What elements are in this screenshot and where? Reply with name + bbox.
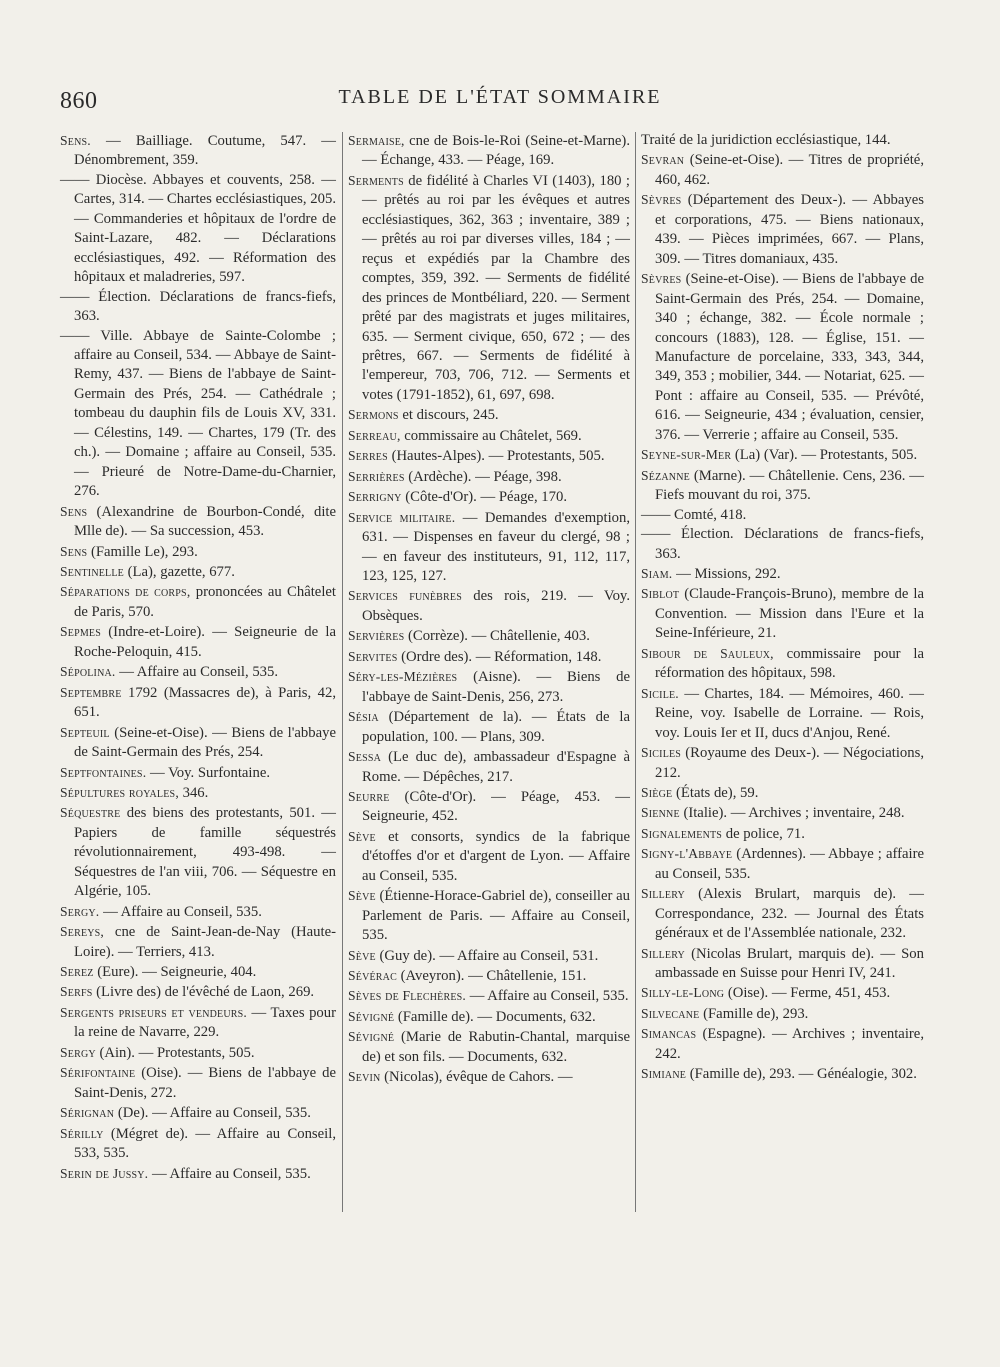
index-entry — [641, 644, 924, 684]
index-entry — [60, 622, 336, 662]
entry-text: (Aisne). — Biens de l'abbaye de Saint-Denis, 256, 273. — [362, 669, 630, 705]
entry-text: (Indre-et-Loire). — Seigneurie de la Roche-Peloquin, 415. — [74, 624, 336, 660]
entry-text: (Nicolas Brulart, marquis de). — Son ambassade en Suisse pour Henri IV, 241. — [655, 945, 924, 982]
index-entry — [641, 564, 924, 584]
index-entry — [60, 922, 336, 962]
entry-name: Serments — [348, 172, 404, 188]
entry-text: (Aveyron). — Châtellenie, 151. — [396, 968, 587, 985]
index-entry — [641, 783, 924, 803]
entry-text: —— Élection. Déclarations de francs-fiefs, 363. — [641, 526, 924, 562]
index-entry — [348, 405, 630, 425]
entry-name: Sésia — [348, 709, 379, 725]
entry-name: Sévigné — [348, 1029, 395, 1045]
entry-name: Sevran — [641, 152, 685, 168]
index-entry — [348, 827, 630, 886]
entry-text: — Affaire au Conseil, 535. — [148, 1165, 311, 1182]
index-entry — [641, 1004, 924, 1024]
entry-text: (Alexandrine de Bourbon-Condé, dite Mlle de). — Sa succession, 453. — [74, 503, 336, 540]
entry-text: (Royaume des Deux-). — Négociations, 212. — [655, 745, 924, 781]
column-divider — [342, 132, 343, 1212]
index-entry — [641, 1064, 924, 1084]
index-entry — [60, 1003, 336, 1043]
index-entry — [641, 445, 924, 465]
entry-name: Sereys, — [60, 924, 105, 940]
index-entry — [641, 506, 924, 525]
index-entry — [60, 1124, 336, 1164]
index-entry — [348, 426, 630, 446]
entry-name: Sézanne — [641, 467, 690, 483]
entry-name: Serreau, — [348, 427, 401, 443]
entry-name: Seurre — [348, 788, 390, 804]
entry-name: Sentinelle — [60, 563, 124, 579]
entry-text: (Famille de), 293. — [699, 1005, 809, 1022]
index-entry — [641, 684, 924, 743]
entry-text: 346. — [178, 784, 209, 801]
index-entry — [348, 626, 630, 646]
entry-name: Sicile. — [641, 685, 679, 701]
entry-text: (Seine-et-Oise). — Titres de propriété, 460, 462. — [655, 152, 924, 188]
index-entry — [60, 327, 336, 502]
entry-name: Sèvres — [641, 192, 682, 208]
entry-text: cne de Saint-Jean-de-Nay (Haute-Loire). — Terriers, 413. — [74, 924, 336, 960]
entry-name: Sessa — [348, 749, 382, 765]
index-entry — [60, 783, 336, 803]
entry-name: Sillery — [641, 945, 685, 961]
entry-text: (Eure). — Seigneurie, 404. — [93, 964, 257, 981]
index-entry — [641, 269, 924, 445]
entry-text: (La) (Var). — Protestants, 505. — [731, 447, 918, 464]
entry-name: Simancas — [641, 1026, 697, 1042]
entry-text: (Département de la). — États de la population, 100. — Plans, 309. — [362, 709, 630, 745]
entry-name: Séquestre — [60, 805, 121, 821]
index-entry — [348, 647, 630, 667]
index-entry — [641, 466, 924, 506]
entry-text: —— Diocèse. Abbayes et couvents, 258. — Cartes, 314. — Chartes ecclésiastiques, 205. — Commanderies et hôpitaux de l'ordre de Saint-Lazare, 482. — Déclarations ecclésiastiques, 492. — Réformation des hôpitaux et maladreries, 597. — [60, 171, 336, 286]
entry-text: (Étienne-Horace-Gabriel de), conseiller au Parlement de Paris. — Affaire au Conseil, 535. — [362, 888, 630, 944]
index-entry — [60, 962, 336, 982]
entry-text: (Côte-d'Or). — Péage, 453. — Seigneurie, 452. — [362, 788, 630, 825]
index-entry — [348, 707, 630, 747]
entry-text: — Affaire au Conseil, 535. — [466, 988, 629, 1005]
entry-text: commissaire au Châtelet, 569. — [400, 427, 582, 444]
entry-name: Sillery — [641, 886, 685, 902]
index-entry — [60, 662, 336, 682]
index-entry — [348, 446, 630, 466]
entry-text: (Mégret de). — Affaire au Conseil, 533, 535. — [74, 1125, 336, 1162]
entry-name: Simiane — [641, 1066, 687, 1082]
index-entry — [641, 190, 924, 269]
entry-text: (Famille de). — Documents, 632. — [394, 1008, 596, 1025]
index-entry — [348, 171, 630, 405]
index-entry — [60, 723, 336, 763]
entry-name: Serrières — [348, 468, 405, 484]
entry-name: Sergy — [60, 1044, 96, 1060]
index-entry — [60, 982, 336, 1002]
entry-name: Sévérac — [348, 968, 397, 984]
index-entry — [348, 1027, 630, 1067]
entry-text: 1792 (Massacres de), à Paris, 42, 651. — [74, 684, 336, 721]
entry-name: Sèves de Flechères. — [348, 988, 467, 1004]
entry-name: Sérilly — [60, 1125, 104, 1141]
entry-name: Sienne — [641, 805, 680, 821]
index-entry — [641, 884, 924, 943]
entry-name: Sevin — [348, 1069, 381, 1085]
index-entry — [60, 288, 336, 327]
index-entry — [348, 487, 630, 507]
index-entry — [60, 763, 336, 783]
index-entry — [60, 131, 336, 171]
entry-name: Siam. — [641, 565, 673, 581]
index-entry — [641, 150, 924, 190]
entry-name: Sérifontaine — [60, 1065, 136, 1081]
index-entry — [348, 508, 630, 587]
entry-text: des biens des protestants, 501. — Papiers de famille séquestrés révolutionnairement, 493-498. — Séquestres de l'an viii, 706. — Séquestre en Algérie, 105. — [74, 805, 336, 900]
entry-name: Servières — [348, 628, 405, 644]
entry-text: et discours, 245. — [398, 407, 499, 424]
entry-name: Sepmes — [60, 624, 101, 640]
index-entry — [348, 986, 630, 1006]
entry-text: des rois, 219. — Voy. Obsèques. — [362, 588, 630, 624]
entry-text: (Seine-et-Oise). — Biens de l'abbaye de Saint-Germain des Prés, 254. — [74, 724, 336, 761]
page-number: 860 — [60, 88, 98, 114]
entry-name: Septeuil — [60, 724, 110, 740]
index-entry — [348, 747, 630, 787]
index-entry — [348, 467, 630, 487]
entry-text: (Seine-et-Oise). — Biens de l'abbaye de Saint-Germain des Prés, 254. — Domaine, 340 ; échange, 382. — École normale ; concours (1883), 128. — Église, 151. — Manufacture de porcelaine, 333, 343, 344, 349, 353 ; mobilier, 344. — Notariat, 625. — Pont : affaire au Conseil, 535. — Prévôté, 616. — Seigneurie, 434 ; évaluation, censier, 376. — Verrerie ; affaire au Conseil, 535. — [655, 271, 924, 443]
entry-text: (Guy de). — Affaire au Conseil, 531. — [375, 947, 599, 964]
entry-text: — Missions, 292. — [672, 565, 781, 582]
entry-text: (Livre des) de l'évêché de Laon, 269. — [92, 984, 315, 1001]
index-entry — [348, 1007, 630, 1027]
index-entry — [641, 525, 924, 564]
index-entry — [60, 803, 336, 901]
entry-name: Sèvres — [641, 271, 682, 287]
entry-text: (Corrèze). — Châtellenie, 403. — [404, 628, 590, 645]
entry-name: Sermons — [348, 407, 399, 423]
entry-text: (La), gazette, 677. — [123, 563, 235, 580]
index-entry — [60, 1063, 336, 1103]
entry-text: (Ardèche). — Péage, 398. — [404, 468, 562, 485]
entry-name: Sibour de Sauleux, — [641, 645, 774, 661]
index-entry — [348, 131, 630, 171]
entry-text: (Le duc de), ambassadeur d'Espagne à Rome. — Dépêches, 217. — [362, 749, 630, 785]
entry-name: Sergy. — [60, 903, 100, 919]
entry-name: Sève — [348, 888, 376, 904]
entry-text: (Ardennes). — Abbaye ; affaire au Conseil, 535. — [655, 846, 924, 882]
entry-name: Servites — [348, 648, 398, 664]
index-entry — [60, 1103, 336, 1123]
index-entry — [60, 502, 336, 542]
entry-name: Séry-les-Mézières — [348, 669, 458, 685]
entry-text: (Marie de Rabutin-Chantal, marquise de) et son fils. — Documents, 632. — [362, 1029, 630, 1065]
entry-text: (Oise). — Ferme, 451, 453. — [724, 985, 891, 1002]
entry-name: Sève — [348, 947, 376, 963]
entry-text: (Famille Le), 293. — [87, 543, 198, 560]
index-entry — [60, 902, 336, 922]
entry-text: de fidélité à Charles VI (1403), 180 ; — prêtés au roi par les évêques et autres ecclésiastiques, 362, 363 ; inventaire, 389 ; — prêtés au roi par diverses villes, 184 ; — reçus et expédiés par la Chambre des comptes, 359, 392. — Serments de fidélité des princes de Montbéliard, 220. — Serment prêté par des magistrats et juges militaires, 635. — Serment civique, 650, 672 ; — des prêtres, 667. — Serments de fidélité à l'empereur, 703, 706, 712. — Serments et votes (1791-1852), 61, 697, 698. — [362, 172, 630, 403]
index-entry — [348, 667, 630, 707]
entry-name: Sergents priseurs et vendeurs. — [60, 1004, 247, 1020]
entry-name: Sérignan — [60, 1105, 115, 1121]
entry-text: (Oise). — Biens de l'abbaye de Saint-Denis, 272. — [74, 1065, 336, 1101]
index-entry — [641, 584, 924, 643]
entry-name: Serres — [348, 448, 388, 464]
entry-text: cne de Bois-le-Roi (Seine-et-Marne). — Échange, 433. — Péage, 169. — [362, 133, 630, 169]
entry-text: (Nicolas), évêque de Cahors. — — [380, 1069, 573, 1086]
entry-name: Serin de Jussy. — [60, 1165, 149, 1181]
entry-text: — Bailliage. Coutume, 547. — Dénombrement, 359. — [74, 133, 336, 169]
entry-text: (Claude-François-Bruno), membre de la Convention. — Mission dans l'Eure et la Seine-Inférieure, 21. — [655, 586, 924, 642]
index-entry — [60, 1043, 336, 1063]
entry-name: Siblot — [641, 586, 680, 602]
index-entry — [641, 131, 924, 150]
entry-text: —— Ville. Abbaye de Sainte-Colombe ; affaire au Conseil, 534. — Abbaye de Saint-Remy, 437. — Biens de l'abbaye de Saint-Germain des Prés, 254. — Cathédrale ; tombeau du dauphin fils de Louis XV, 331. — Célestins, 149. — Chartes, 179 (Tr. des ch.). — Domaine ; affaire au Conseil, 535. — Prieuré de Notre-Dame-du-Charnier, 276. — [60, 327, 336, 500]
entry-name: Sens — [60, 503, 88, 519]
index-entry — [60, 542, 336, 562]
entry-text: — Voy. Surfontaine. — [146, 764, 271, 781]
index-entry — [348, 946, 630, 966]
entry-text: — Taxes pour la reine de Navarre, 229. — [74, 1004, 337, 1041]
entry-name: Sépultures royales, — [60, 784, 179, 800]
entry-text: — Demandes d'exemption, 631. — Dispenses en faveur du clergé, 98 ; — en faveur des instituteurs, 91, 112, 117, 123, 125, 127. — [362, 509, 631, 584]
entry-text: —— Comté, 418. — [641, 506, 747, 523]
entry-name: Serez — [60, 964, 94, 980]
index-entry — [348, 787, 630, 827]
index-entry — [641, 803, 924, 823]
entry-name: Séparations de corps, — [60, 584, 191, 600]
entry-name: Silvecane — [641, 1005, 700, 1021]
index-entry — [60, 1164, 336, 1184]
entry-name: Sens — [60, 543, 88, 559]
index-entry — [60, 562, 336, 582]
index-entry — [641, 983, 924, 1003]
index-entry — [348, 1067, 630, 1087]
index-entry — [60, 582, 336, 622]
entry-name: Silly-le-Long — [641, 985, 725, 1001]
entry-name: Sève — [348, 828, 376, 844]
entry-name: Sévigné — [348, 1008, 395, 1024]
index-entry — [641, 944, 924, 984]
entry-text: (Italie). — Archives ; inventaire, 248. — [679, 805, 905, 822]
entry-name: Septembre — [60, 684, 122, 700]
entry-text: (Département des Deux-). — Abbayes et corporations, 475. — Biens nationaux, 439. — Pièces imprimées, 667. — Plans, 309. — Titres domaniaux, 435. — [655, 192, 924, 267]
index-entry — [641, 824, 924, 844]
index-entry — [641, 844, 924, 884]
entry-name: Siège — [641, 784, 673, 800]
column-divider — [635, 132, 636, 1212]
entry-name: Signalements — [641, 825, 723, 841]
index-column-3 — [641, 131, 924, 1085]
entry-name: Seyne-sur-Mer — [641, 447, 732, 463]
index-column-1 — [60, 131, 336, 1184]
entry-name: Sermaise, — [348, 133, 405, 148]
entry-name: Services funèbres — [348, 588, 462, 604]
entry-name: Sépolina. — [60, 664, 116, 680]
entry-name: Serrigny — [348, 489, 402, 505]
running-title: TABLE DE L'ÉTAT SOMMAIRE — [338, 86, 662, 108]
entry-text: — Affaire au Conseil, 535. — [115, 664, 279, 681]
entry-text: (Côte-d'Or). — Péage, 170. — [401, 489, 568, 506]
entry-name: Serfs — [60, 984, 93, 1000]
entry-text: (De). — Affaire au Conseil, 535. — [114, 1105, 311, 1122]
index-entry — [348, 586, 630, 626]
entry-text: et consorts, syndics de la fabrique d'étoffes d'or et d'argent de Lyon. — Affaire au Conseil, 535. — [362, 828, 630, 884]
entry-name: Siciles — [641, 745, 682, 761]
entry-name: Service militaire. — [348, 509, 456, 525]
entry-text: de police, 71. — [722, 825, 805, 842]
index-entry — [60, 683, 336, 723]
index-entry — [641, 1024, 924, 1064]
index-column-2 — [348, 131, 630, 1088]
entry-name: Sens. — [60, 133, 91, 148]
entry-text: (Famille de), 293. — Généalogie, 302. — [686, 1066, 917, 1083]
index-entry — [348, 886, 630, 945]
index-entry — [348, 966, 630, 986]
entry-text: (Espagne). — Archives ; inventaire, 242. — [655, 1026, 924, 1062]
entry-text: commissaire pour la réformation des hôpitaux, 598. — [655, 645, 924, 682]
entry-text: (Ain). — Protestants, 505. — [95, 1044, 255, 1061]
index-entry — [641, 743, 924, 783]
entry-text: prononcées au Châtelet de Paris, 570. — [74, 584, 336, 620]
entry-text: —— Élection. Déclarations de francs-fiefs, 363. — [60, 288, 336, 325]
entry-text: (Marne). — Châtellenie. Cens, 236. — Fiefs mouvant du roi, 375. — [655, 467, 924, 504]
entry-text: — Chartes, 184. — Mémoires, 460. — Reine, voy. Isabelle de Lorraine. — Rois, voy. Louis Ier et II, ducs d'Anjou, René. — [655, 685, 924, 741]
index-entry — [60, 171, 336, 288]
entry-name: Septfontaines. — [60, 764, 147, 780]
entry-name: Signy-l'Abbaye — [641, 846, 733, 862]
entry-text: (Hautes-Alpes). — Protestants, 505. — [387, 448, 605, 465]
entry-text: (États de), 59. — [672, 784, 759, 801]
entry-text: — Affaire au Conseil, 535. — [99, 903, 262, 920]
entry-text: (Alexis Brulart, marquis de). — Correspondance, 232. — Journal des États généraux et de l'Assemblée nationale, 232. — [655, 886, 924, 942]
entry-text: (Ordre des). — Réformation, 148. — [397, 648, 602, 665]
entry-text: Traité de la juridiction ecclésiastique, 144. — [641, 132, 891, 148]
